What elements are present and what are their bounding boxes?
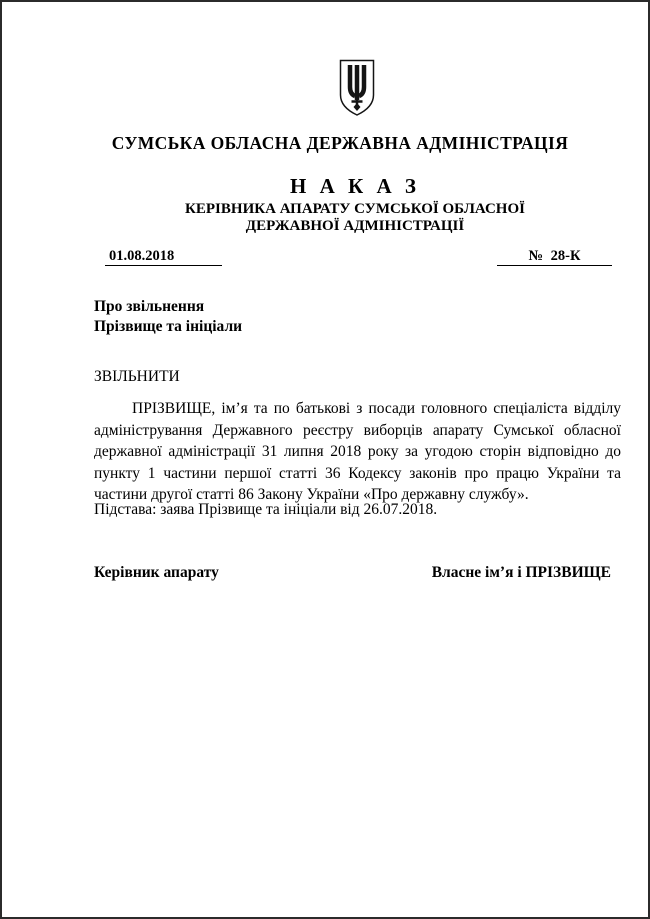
signature-row <box>94 564 611 582</box>
issuer-line-2: ДЕРЖАВНОЇ АДМІНІСТРАЦІЇ <box>245 218 465 234</box>
signer-name: Власне ім’я і ПРІЗВИЩЕ <box>431 564 611 581</box>
order-body-paragraph: ПРІЗВИЩЕ, ім’я та по батькові з посади головного спеціаліста відділу адміністрування Державного реєстру виборців апарату Сумської обласної державної адміністрації 31 липня 2018 року за угодою сторін відповідно до пункту 1 частини першої статті 36 Кодексу законів про працю України та частини другої статті 86 Закону України «Про державну службу». <box>94 400 621 504</box>
subject-line-1: Про звільнення <box>94 298 205 315</box>
signer-position: Керівник апарату <box>94 564 219 581</box>
basis-line: Підстава: заява Прізвище та ініціали від 26.07.2018. <box>94 501 438 518</box>
subject-block <box>94 297 242 337</box>
organization-title: СУМСЬКА ОБЛАСНА ДЕРЖАВНА АДМІНІСТРАЦІЯ <box>111 133 569 153</box>
document-date: 01.08.2018 <box>105 248 222 266</box>
action-word: ЗВІЛЬНИТИ <box>94 368 180 385</box>
issuer-line-1: КЕРІВНИКА АПАРАТУ СУМСЬКОЇ ОБЛАСНОЇ <box>185 201 525 217</box>
ukraine-trident-emblem-icon <box>338 59 376 117</box>
subject-line-2: Прізвище та ініціали <box>94 318 243 335</box>
document-number: № 28-К <box>497 248 612 266</box>
document-type-heading: Н А К А З <box>290 174 420 198</box>
